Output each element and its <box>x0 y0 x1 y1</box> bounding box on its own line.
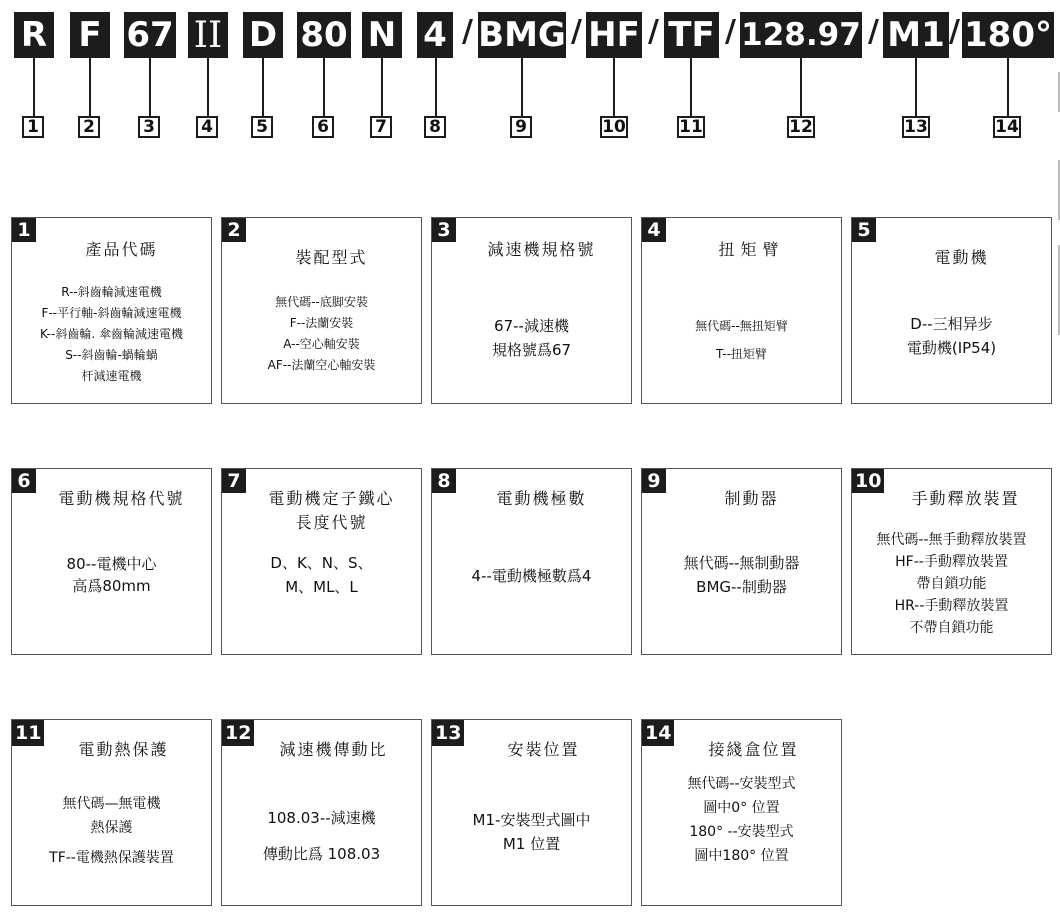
card-description: 無代碼--無制動器 BMG--制動器 <box>683 554 800 596</box>
connector-line <box>323 58 325 116</box>
card-number-badge: 7 <box>222 469 246 493</box>
legend-card-11 <box>11 719 212 906</box>
index-box-4: 4 <box>196 116 218 138</box>
card-title: 制動器 <box>724 489 779 508</box>
code-segment-6: 80 <box>297 12 351 58</box>
card-number-badge: 1 <box>12 218 36 242</box>
card-title: 裝配型式 <box>295 248 368 267</box>
card-title: 電動機極數 <box>496 489 587 508</box>
legend-card-14 <box>641 719 842 906</box>
index-box-3: 3 <box>138 116 160 138</box>
legend-card-5 <box>851 217 1052 404</box>
card-number-badge: 9 <box>642 469 666 493</box>
legend-card-6 <box>11 468 212 655</box>
card-number-badge: 10 <box>852 469 884 493</box>
card-description: 無代碼--底脚安裝 F--法蘭安裝 A--空心軸安裝 AF--法蘭空心軸安裝 <box>267 295 376 372</box>
card-description: D--三相异步 電動機(IP54) <box>906 315 997 357</box>
legend-card-10 <box>851 468 1052 655</box>
code-separator: / <box>571 14 582 49</box>
index-box-13: 13 <box>902 116 930 138</box>
connector-line <box>149 58 151 116</box>
code-separator: / <box>725 14 736 49</box>
index-box-1: 1 <box>22 116 44 138</box>
card-number-badge: 4 <box>642 218 666 242</box>
code-separator: / <box>648 14 659 49</box>
card-description: 80--電機中心 高爲80mm <box>66 555 157 595</box>
code-segment-12: 128.97 <box>740 12 862 58</box>
card-description: 無代碼—無電機 熱保護 TF--電機熱保護裝置 <box>49 796 174 866</box>
code-segment-13: M1 <box>883 12 949 58</box>
code-separator: / <box>868 14 879 49</box>
card-number-badge: 2 <box>222 218 246 242</box>
index-box-12: 12 <box>787 116 815 138</box>
card-description: 無代碼--無扭矩臂 T--扭矩臂 <box>695 319 788 361</box>
index-box-2: 2 <box>78 116 100 138</box>
code-segment-8: 4 <box>417 12 453 58</box>
card-title: 電動熱保護 <box>78 740 169 759</box>
card-description: D、K、N、S、 M、ML、L <box>270 554 373 596</box>
connector-line <box>521 58 523 116</box>
code-segment-2: F <box>70 12 110 58</box>
card-number-badge: 13 <box>432 720 464 746</box>
connector-line <box>89 58 91 116</box>
code-segment-4: II <box>188 12 228 58</box>
code-segment-9: BMG <box>478 12 566 58</box>
connector-line <box>1007 58 1009 116</box>
card-description: 108.03--減速機 傳動比爲 108.03 <box>262 809 381 863</box>
connector-line <box>690 58 692 116</box>
card-description: M1-安裝型式圖中 M1 位置 <box>472 811 591 853</box>
legend-card-9 <box>641 468 842 655</box>
connector-line <box>33 58 35 116</box>
index-box-14: 14 <box>993 116 1021 138</box>
index-box-7: 7 <box>370 116 392 138</box>
card-number-badge: 12 <box>222 720 254 746</box>
card-description: 無代碼--安裝型式 圖中0° 位置 180° --安裝型式 圖中180° 位置 <box>687 776 796 864</box>
index-box-9: 9 <box>510 116 532 138</box>
code-segment-5: D <box>243 12 283 58</box>
index-box-8: 8 <box>424 116 446 138</box>
legend-card-1 <box>11 217 212 404</box>
card-number-badge: 5 <box>852 218 876 242</box>
legend-card-8 <box>431 468 632 655</box>
card-title: 減速機規格號 <box>487 240 596 259</box>
connector-line <box>613 58 615 116</box>
legend-card-12 <box>221 719 422 906</box>
code-segment-10: HF <box>586 12 642 58</box>
index-box-5: 5 <box>251 116 273 138</box>
card-title: 接綫盒位置 <box>708 740 799 759</box>
card-title: 電動機定子鐵心 長度代號 <box>268 489 395 532</box>
card-description: 4--電動機極數爲4 <box>471 567 592 585</box>
connector-line <box>800 58 802 116</box>
legend-card-7 <box>221 468 422 655</box>
card-title: 電動機 <box>934 248 989 267</box>
card-title: 手動釋放裝置 <box>911 489 1020 508</box>
connector-line <box>207 58 209 116</box>
code-segment-1: R <box>14 12 54 58</box>
card-title: 電動機規格代號 <box>58 489 185 508</box>
card-description: 67--減速機 規格號爲67 <box>491 317 572 359</box>
legend-card-4 <box>641 217 842 404</box>
code-segment-3: 67 <box>124 12 176 58</box>
card-number-badge: 6 <box>12 469 36 493</box>
card-title: 扭矩臂 <box>718 240 785 259</box>
card-title: 安裝位置 <box>507 740 580 759</box>
connector-line <box>262 58 264 116</box>
card-number-badge: 14 <box>642 720 674 746</box>
index-box-10: 10 <box>600 116 628 138</box>
card-title: 產品代碼 <box>85 240 158 259</box>
legend-card-2 <box>221 217 422 404</box>
legend-card-3 <box>431 217 632 404</box>
card-description: 無代碼--無手動釋放裝置 HF--手動釋放裝置 帶自鎖功能 HR--手動釋放裝置 不帶自鎖功能 <box>876 532 1027 636</box>
connector-line <box>915 58 917 116</box>
card-title: 減速機傳動比 <box>279 740 388 759</box>
index-box-11: 11 <box>677 116 705 138</box>
card-description: R--斜齒輪減速電機 F--平行軸-斜齒輪減速電機 K--斜齒輪. 傘齒輪減速電機 S--斜齒輪-蝸輪蝸 杆減速電機 <box>40 285 183 383</box>
code-segment-7: N <box>362 12 402 58</box>
card-number-badge: 8 <box>432 469 456 493</box>
code-segment-11: TF <box>664 12 719 58</box>
index-box-6: 6 <box>312 116 334 138</box>
connector-line <box>381 58 383 116</box>
code-separator: / <box>462 14 473 49</box>
legend-card-13 <box>431 719 632 906</box>
code-separator: / <box>949 14 960 49</box>
connector-line <box>435 58 437 116</box>
card-number-badge: 11 <box>12 720 44 746</box>
code-segment-14: 180° <box>962 12 1054 58</box>
card-number-badge: 3 <box>432 218 456 242</box>
